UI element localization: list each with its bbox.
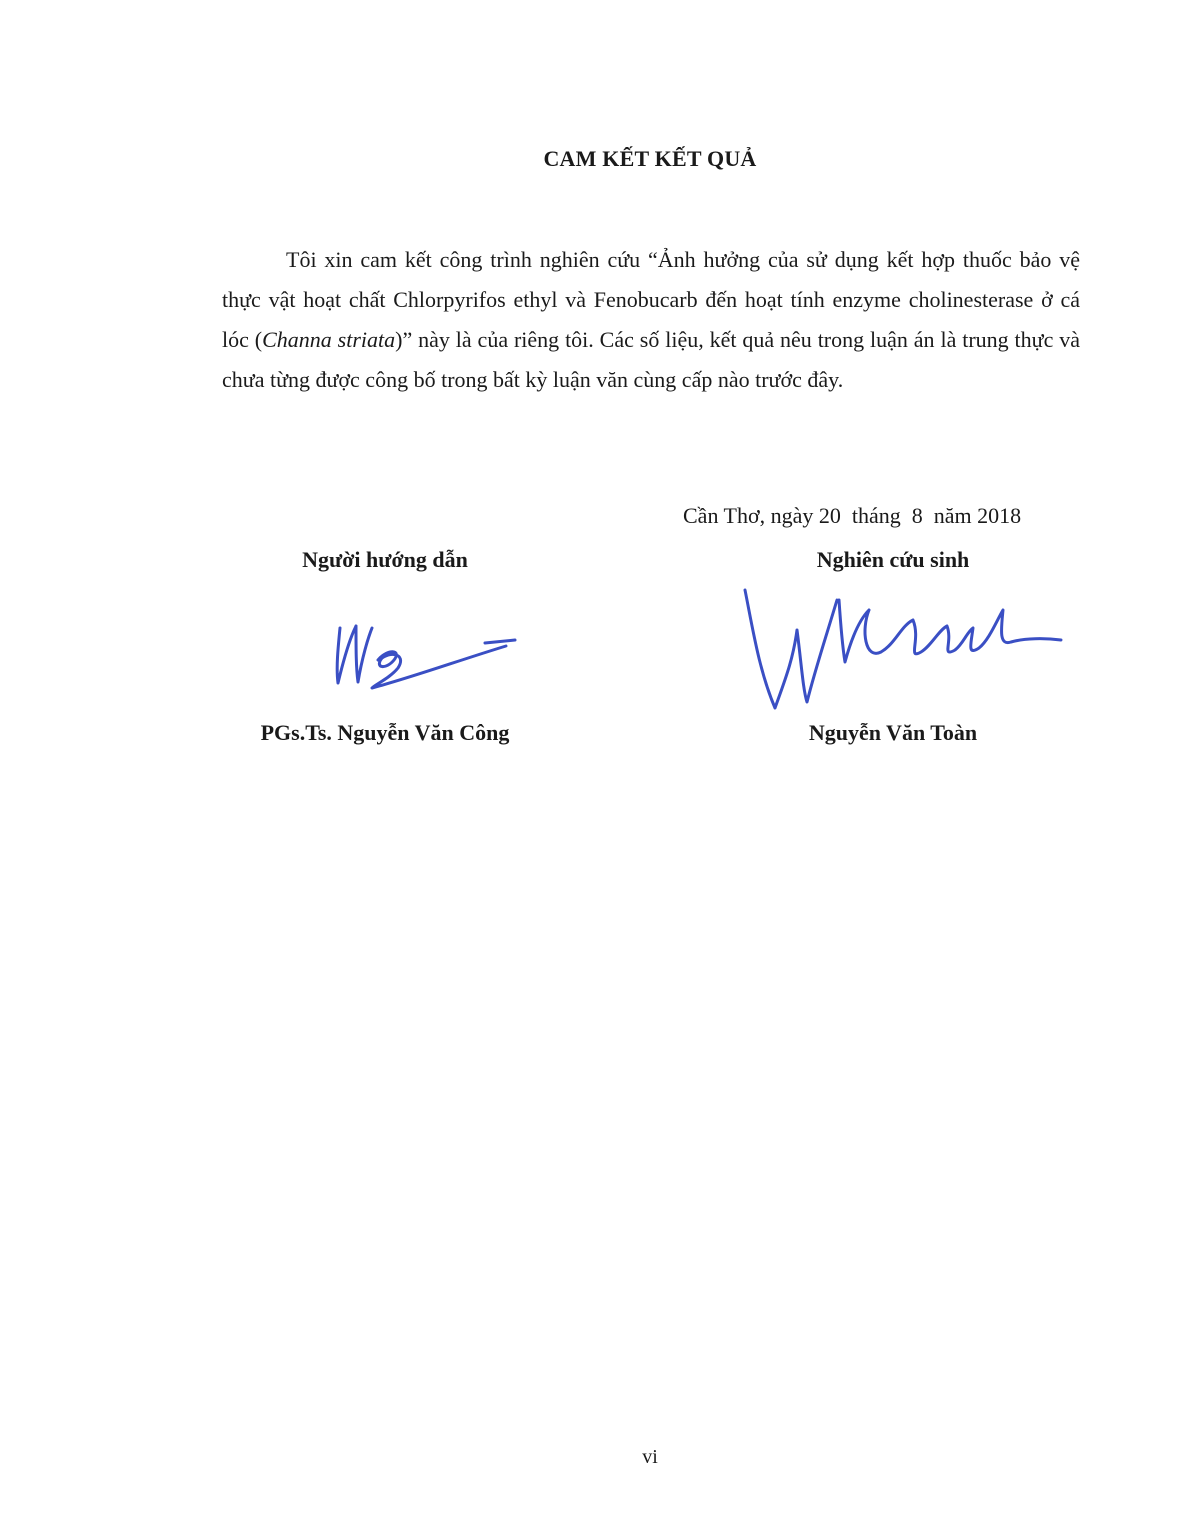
paragraph-text-end: )” này là của riêng tôi. Các số liệu, kết quả nêu trong luận án là trung thực và chưa từng được công bố trong bất kỳ luận văn cùng cấp nào trước đây. [222, 327, 1081, 392]
species-name: Channa striata [262, 327, 396, 352]
paragraph-text-start: Tôi xin cam kết công trình nghiên cứu “Ảnh hưởng của sử dụng kết hợp thuốc bảo vệ thực vật hoạt chất Chlorpyrifos ethyl và Fenobucarb đến hoạt tính enzyme cholinesterase ở cá lóc ( [222, 247, 1080, 352]
date-line: Cần Thơ, ngày 20 tháng 8 năm 2018 [683, 503, 1022, 528]
supervisor-signature [310, 598, 520, 698]
student-role: Nghiên cứu sinh [816, 547, 970, 572]
page-number: vi [642, 1446, 658, 1468]
supervisor-role: Người hướng dẫn [302, 547, 468, 572]
supervisor-name: PGs.Ts. Nguyễn Văn Công [260, 720, 510, 745]
student-signature [735, 580, 1065, 720]
commitment-paragraph [222, 240, 1080, 400]
student-name: Nguyễn Văn Toàn [808, 720, 978, 745]
document-title: CAM KẾT KẾT QUẢ [543, 146, 757, 171]
